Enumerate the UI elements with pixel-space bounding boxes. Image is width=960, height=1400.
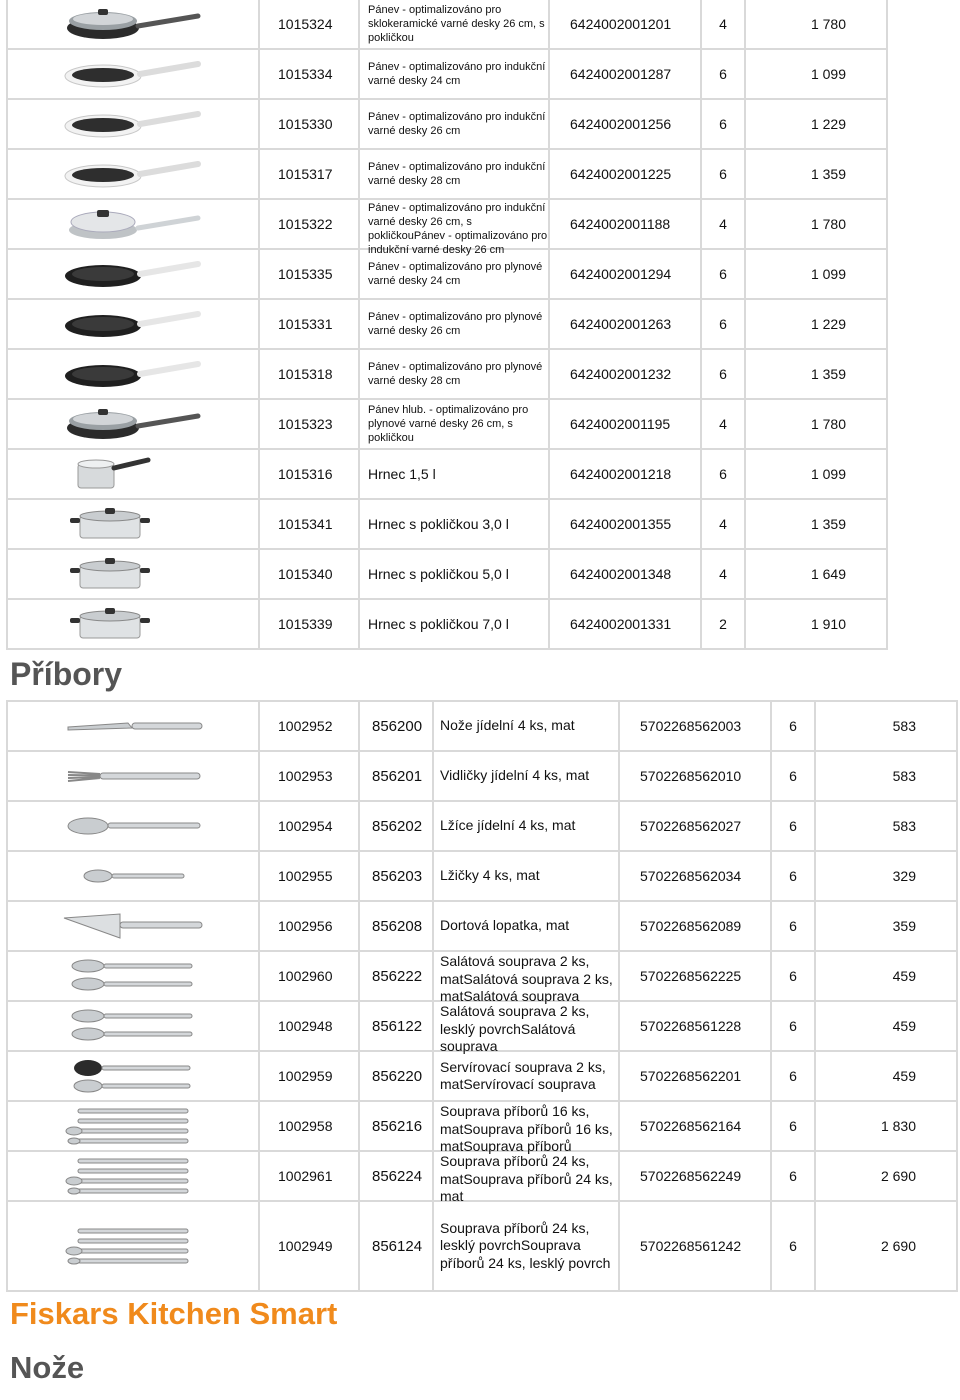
knife-icon (8, 711, 258, 741)
catalog-number: 856200 (359, 701, 433, 751)
pack-quantity: 6 (701, 249, 745, 299)
catalog-number: 856220 (359, 1051, 433, 1101)
product-image (7, 599, 259, 649)
product-code: 1015334 (259, 49, 359, 99)
pack-quantity: 4 (701, 0, 745, 49)
description-text: Pánev hlub. - optimalizováno pro plynové varné desky 26 cm, s pokličkou (368, 404, 529, 444)
description-text: Lžíce jídelní 4 ks, mat (440, 817, 576, 834)
pack-quantity: 6 (771, 951, 815, 1001)
description-text: Pánev - optimalizováno pro indukční varné desky 24 cm (368, 61, 546, 87)
catalog-number: 856124 (359, 1201, 433, 1291)
product-code: 1015330 (259, 99, 359, 149)
description-text: Hrnec s pokličkou 5,0 l (368, 566, 509, 582)
product-code: 1015323 (259, 399, 359, 449)
ean-code: 6424002001355 (549, 499, 701, 549)
product-code: 1015335 (259, 249, 359, 299)
pack-quantity: 6 (771, 701, 815, 751)
description-text: Salátová souprava 2 ks, matSalátová souprava 2 ks, matSalátová souprava (440, 953, 613, 1004)
ean-code: 6424002001201 (549, 0, 701, 49)
stock-pot-icon (8, 604, 258, 644)
product-code: 1002948 (259, 1001, 359, 1051)
price: 459 (815, 1001, 957, 1051)
ean-code: 6424002001225 (549, 149, 701, 199)
product-description (359, 599, 549, 649)
ean-code: 5702268562010 (619, 751, 771, 801)
description-text: Pánev - optimalizováno pro indukční varné desky 28 cm (368, 161, 546, 187)
price: 1 099 (745, 49, 887, 99)
pack-quantity: 4 (701, 549, 745, 599)
pack-quantity: 6 (771, 751, 815, 801)
product-image (7, 751, 259, 801)
table-row (7, 549, 887, 599)
product-description (359, 49, 549, 99)
table-row (7, 449, 887, 499)
price: 583 (815, 801, 957, 851)
product-code: 1002956 (259, 901, 359, 951)
product-code: 1015341 (259, 499, 359, 549)
catalog-number: 856202 (359, 801, 433, 851)
price: 1 910 (745, 599, 887, 649)
table-row (7, 99, 887, 149)
description-text: Hrnec 1,5 l (368, 466, 436, 482)
price: 1 649 (745, 549, 887, 599)
table-row (7, 1001, 957, 1051)
frying-pan-dark-icon (8, 354, 258, 394)
description-text: Dortová lopatka, mat (440, 917, 570, 934)
description-text: Pánev - optimalizováno pro indukční varné desky 26 cm (368, 111, 546, 137)
product-description (359, 299, 549, 349)
cutlery-set-icon (8, 1103, 258, 1149)
product-image (7, 199, 259, 249)
product-description (359, 0, 549, 49)
ean-code: 5702268562027 (619, 801, 771, 851)
cookware-table (6, 0, 888, 650)
product-image (7, 99, 259, 149)
product-code: 1015317 (259, 149, 359, 199)
table-row (7, 851, 957, 901)
ean-code: 5702268562034 (619, 851, 771, 901)
pack-quantity: 6 (701, 299, 745, 349)
product-description (433, 951, 619, 1004)
description-text: Vidličky jídelní 4 ks, mat (440, 767, 590, 784)
ean-code: 6424002001188 (549, 199, 701, 249)
salad-servers-icon (8, 954, 258, 998)
ean-code: 6424002001256 (549, 99, 701, 149)
product-description (433, 1051, 619, 1101)
table-row (7, 299, 887, 349)
product-description (433, 701, 619, 751)
table-row (7, 399, 887, 449)
price: 1 780 (745, 399, 887, 449)
frying-pan-white-icon (8, 104, 258, 144)
product-code: 1015340 (259, 549, 359, 599)
fork-icon (8, 761, 258, 791)
description-text: Pánev - optimalizováno pro sklokeramické varné desky 26 cm, s pokličkou (368, 4, 545, 44)
product-image (7, 399, 259, 449)
catalog-number: 856216 (359, 1101, 433, 1151)
table-row (7, 1101, 957, 1151)
product-description (359, 199, 549, 256)
product-description (359, 399, 549, 449)
table-row (7, 1151, 957, 1201)
product-code: 1002952 (259, 701, 359, 751)
product-description (433, 1201, 619, 1291)
product-code: 1002953 (259, 751, 359, 801)
table-row (7, 751, 957, 801)
table-row (7, 701, 957, 751)
description-text: Servírovací souprava 2 ks, matServírovací souprava (440, 1058, 606, 1092)
table-row (7, 349, 887, 399)
price: 583 (815, 701, 957, 751)
frying-pan-lid-steel-icon (8, 204, 258, 244)
price: 329 (815, 851, 957, 901)
table-row (7, 199, 887, 249)
product-image (7, 1101, 259, 1151)
pack-quantity: 6 (771, 1201, 815, 1291)
frying-pan-lid-dark-icon (8, 4, 258, 44)
product-description (433, 801, 619, 851)
pack-quantity: 6 (701, 99, 745, 149)
product-code: 1015316 (259, 449, 359, 499)
pack-quantity: 4 (701, 199, 745, 249)
product-image (7, 449, 259, 499)
product-code: 1002955 (259, 851, 359, 901)
catalog-number: 856122 (359, 1001, 433, 1051)
product-code: 1002954 (259, 801, 359, 851)
section-heading-knives: Nože (10, 1350, 85, 1385)
product-image (7, 149, 259, 199)
description-text: Hrnec s pokličkou 7,0 l (368, 616, 509, 632)
ean-code: 6424002001331 (549, 599, 701, 649)
product-image (7, 1001, 259, 1051)
catalog-number: 856208 (359, 901, 433, 951)
catalog-number: 856224 (359, 1151, 433, 1201)
price: 1 229 (745, 299, 887, 349)
description-text: Souprava příborů 16 ks, matSouprava příborů 16 ks, matSouprava příborů (440, 1103, 613, 1154)
product-code: 1015331 (259, 299, 359, 349)
price: 2 690 (815, 1151, 957, 1201)
price: 459 (815, 951, 957, 1001)
product-image (7, 701, 259, 751)
table-row (7, 801, 957, 851)
description-text: Souprava příborů 24 ks, matSouprava příborů 24 ks, mat (440, 1153, 613, 1204)
price: 1 359 (745, 149, 887, 199)
product-description (359, 499, 549, 549)
product-description (433, 751, 619, 801)
cutlery-table (6, 700, 958, 1292)
product-code: 1015339 (259, 599, 359, 649)
section-heading-brand: Fiskars Kitchen Smart (10, 1296, 338, 1331)
pack-quantity: 2 (701, 599, 745, 649)
description-text: Lžičky 4 ks, mat (440, 867, 540, 884)
product-description (433, 851, 619, 901)
spoon-icon (8, 811, 258, 841)
cutlery-set-icon (8, 1223, 258, 1269)
product-image (7, 801, 259, 851)
table-row (7, 49, 887, 99)
product-image (7, 499, 259, 549)
product-image (7, 549, 259, 599)
product-code: 1015318 (259, 349, 359, 399)
stock-pot-icon (8, 554, 258, 594)
ean-code: 6424002001218 (549, 449, 701, 499)
saucepan-icon (8, 454, 258, 494)
ean-code: 6424002001195 (549, 399, 701, 449)
price: 1 359 (745, 349, 887, 399)
description-text: Pánev - optimalizováno pro plynové varné desky 26 cm (368, 311, 543, 337)
product-code: 1015322 (259, 199, 359, 249)
product-image (7, 901, 259, 951)
table-row (7, 1201, 957, 1291)
price: 459 (815, 1051, 957, 1101)
product-description (359, 99, 549, 149)
ean-code: 5702268562249 (619, 1151, 771, 1201)
frying-pan-white-icon (8, 54, 258, 94)
price: 1 099 (745, 249, 887, 299)
description-text: Pánev - optimalizováno pro indukční varné desky 26 cm, s pokličkouPánev - optimalizováno pro indukční varné desky 26 cm (368, 202, 548, 256)
price: 1 359 (745, 499, 887, 549)
description-text: Pánev - optimalizováno pro plynové varné desky 28 cm (368, 361, 543, 387)
cutlery-set-icon (8, 1153, 258, 1199)
table-row (7, 1051, 957, 1101)
ean-code: 5702268562089 (619, 901, 771, 951)
description-text: Nože jídelní 4 ks, mat (440, 717, 575, 734)
catalog-number: 856203 (359, 851, 433, 901)
pack-quantity: 6 (771, 801, 815, 851)
table-row (7, 951, 957, 1001)
table-row (7, 901, 957, 951)
stock-pot-icon (8, 504, 258, 544)
pack-quantity: 6 (701, 49, 745, 99)
pack-quantity: 6 (771, 1051, 815, 1101)
ean-code: 5702268562164 (619, 1101, 771, 1151)
pack-quantity: 6 (771, 851, 815, 901)
product-description (359, 149, 549, 199)
product-description (433, 1151, 619, 1204)
pack-quantity: 6 (771, 1151, 815, 1201)
product-code: 1015324 (259, 0, 359, 49)
product-image (7, 249, 259, 299)
frying-pan-dark-icon (8, 254, 258, 294)
product-image (7, 1151, 259, 1201)
ean-code: 5702268562225 (619, 951, 771, 1001)
product-description (359, 549, 549, 599)
product-image (7, 1201, 259, 1291)
product-description (359, 449, 549, 499)
price: 359 (815, 901, 957, 951)
product-description (433, 1001, 619, 1054)
price: 1 780 (745, 0, 887, 49)
ean-code: 5702268561228 (619, 1001, 771, 1051)
ean-code: 5702268561242 (619, 1201, 771, 1291)
ean-code: 6424002001287 (549, 49, 701, 99)
product-code: 1002949 (259, 1201, 359, 1291)
description-text: Pánev - optimalizováno pro plynové varné desky 24 cm (368, 261, 543, 287)
product-image (7, 0, 259, 49)
price: 1 099 (745, 449, 887, 499)
product-image (7, 1051, 259, 1101)
cake-server-icon (8, 908, 258, 944)
frying-pan-lid-dark-icon (8, 404, 258, 444)
ean-code: 6424002001263 (549, 299, 701, 349)
description-text: Hrnec s pokličkou 3,0 l (368, 516, 509, 532)
frying-pan-dark-icon (8, 304, 258, 344)
description-text: Souprava příborů 24 ks, lesklý povrchSouprava příborů 24 ks, lesklý povrch (440, 1219, 611, 1271)
product-image (7, 349, 259, 399)
pack-quantity: 6 (771, 901, 815, 951)
price: 583 (815, 751, 957, 801)
pack-quantity: 6 (771, 1001, 815, 1051)
pack-quantity: 6 (701, 349, 745, 399)
ean-code: 5702268562201 (619, 1051, 771, 1101)
salad-servers-icon (8, 1004, 258, 1048)
price: 2 690 (815, 1201, 957, 1291)
table-row (7, 499, 887, 549)
ean-code: 6424002001348 (549, 549, 701, 599)
product-image (7, 299, 259, 349)
pack-quantity: 6 (701, 449, 745, 499)
product-code: 1002959 (259, 1051, 359, 1101)
table-row (7, 149, 887, 199)
table-row (7, 0, 887, 49)
product-image (7, 49, 259, 99)
product-image (7, 851, 259, 901)
table-row (7, 599, 887, 649)
pack-quantity: 6 (771, 1101, 815, 1151)
product-code: 1002960 (259, 951, 359, 1001)
pack-quantity: 6 (701, 149, 745, 199)
frying-pan-white-icon (8, 154, 258, 194)
pack-quantity: 4 (701, 499, 745, 549)
price: 1 830 (815, 1101, 957, 1151)
price: 1 780 (745, 199, 887, 249)
product-description (433, 901, 619, 951)
description-text: Salátová souprava 2 ks, lesklý povrchSalátová souprava (440, 1003, 590, 1054)
price: 1 229 (745, 99, 887, 149)
product-code: 1002958 (259, 1101, 359, 1151)
product-description (433, 1101, 619, 1154)
teaspoon-icon (8, 861, 258, 891)
section-heading-cutlery: Příbory (10, 656, 123, 692)
ean-code: 6424002001232 (549, 349, 701, 399)
ean-code: 5702268562003 (619, 701, 771, 751)
product-description (359, 349, 549, 399)
serving-set-icon (8, 1054, 258, 1098)
product-image (7, 951, 259, 1001)
product-code: 1002961 (259, 1151, 359, 1201)
catalog-number: 856222 (359, 951, 433, 1001)
ean-code: 6424002001294 (549, 249, 701, 299)
catalog-number: 856201 (359, 751, 433, 801)
pack-quantity: 4 (701, 399, 745, 449)
